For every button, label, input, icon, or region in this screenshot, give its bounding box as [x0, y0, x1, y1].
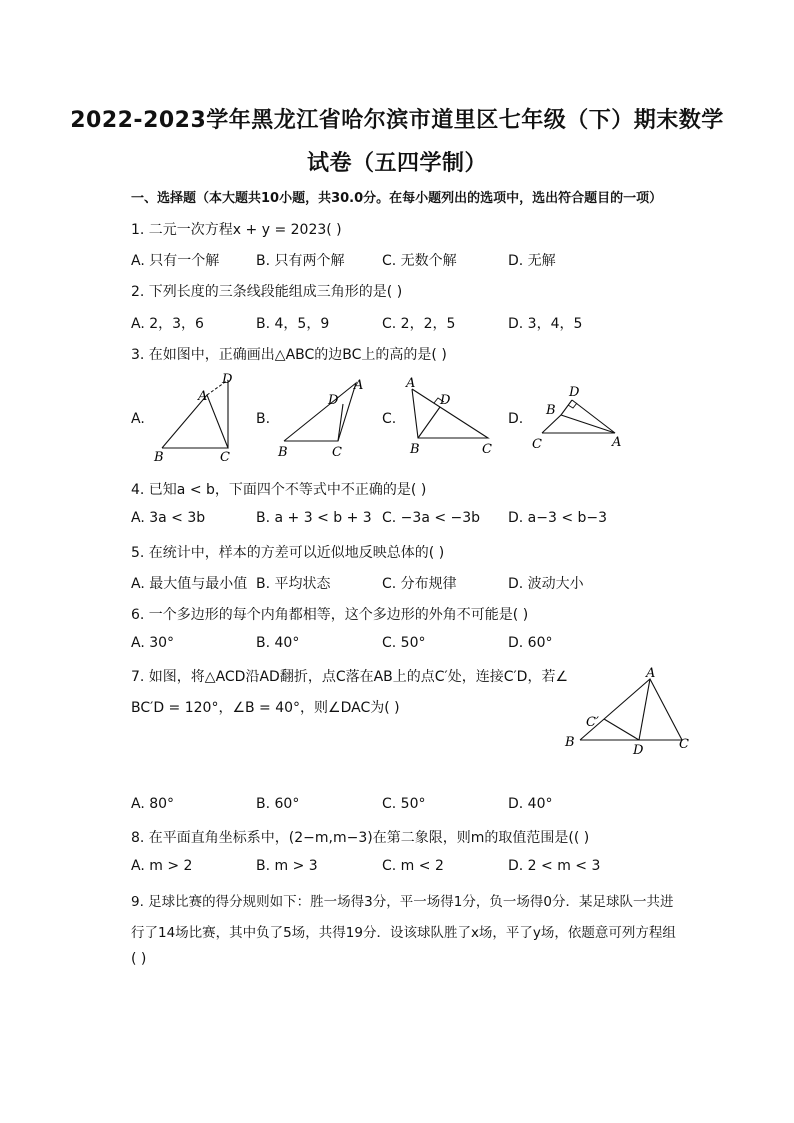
- option-d[interactable]: D. 40°: [508, 796, 553, 812]
- option-b[interactable]: B. 40°: [256, 635, 300, 651]
- option-c[interactable]: C. −3a < −3b: [382, 510, 481, 526]
- label-C: C: [332, 445, 342, 460]
- option-d[interactable]: D. a−3 < b−3: [508, 510, 608, 526]
- fold-triangle-diagram: [562, 665, 697, 760]
- label-C: C: [220, 450, 230, 465]
- figure-q3-d: [528, 382, 628, 461]
- question-2-stem: 2. 下列长度的三条线段能组成三角形的是( ): [131, 284, 403, 300]
- question-5-stem: 5. 在统计中，样本的方差可以近似地反映总体的( ): [131, 545, 445, 561]
- option-a[interactable]: A. 2，3，6: [131, 316, 204, 332]
- option-c[interactable]: C. 50°: [382, 635, 426, 651]
- triangle-diagram-d: [528, 382, 628, 457]
- figure-q7: [562, 665, 697, 764]
- option-c[interactable]: C. m < 2: [382, 858, 444, 874]
- triangle-diagram-c: [402, 375, 502, 465]
- figure-q3-c: [402, 375, 502, 469]
- option-b[interactable]: B. 平均状态: [256, 576, 331, 592]
- label-D: D: [328, 393, 339, 408]
- question-1-stem: 1. 二元一次方程x + y = 2023( ): [131, 222, 342, 238]
- question-9-stem-cont: 行了14场比赛，其中负了5场，共得19分．设该球队胜了x场，平了y场，依题意可列方程组: [131, 925, 676, 941]
- question-6-stem: 6. 一个多边形的每个内角都相等，这个多边形的外角不可能是( ): [131, 607, 529, 623]
- option-b[interactable]: B. m > 3: [256, 858, 318, 874]
- option-a[interactable]: A. 30°: [131, 635, 175, 651]
- label-B: B: [410, 442, 420, 457]
- option-d[interactable]: D. 波动大小: [508, 576, 584, 592]
- triangle-diagram-a: [150, 370, 250, 465]
- option-a[interactable]: A.: [131, 411, 145, 427]
- section-heading: 一、选择题（本大题共10小题，共30.0分。在每小题列出的选项中，选出符合题目的一项）: [131, 191, 663, 206]
- option-c[interactable]: C. 2，2，5: [382, 316, 456, 332]
- option-d[interactable]: D. 3，4，5: [508, 316, 583, 332]
- label-D: D: [440, 393, 451, 408]
- option-c[interactable]: C. 无数个解: [382, 253, 457, 269]
- question-7-stem-cont: BC′D = 120°，∠B = 40°，则∠DAC为( ): [131, 700, 400, 716]
- label-B: B: [154, 450, 164, 465]
- question-9-stem: 9. 足球比赛的得分规则如下：胜一场得3分，平一场得1分，负一场得0分．某足球队一共进: [131, 894, 674, 910]
- question-3-stem: 3. 在如图中，正确画出△ABC的边BC上的高的是( ): [131, 347, 447, 363]
- option-a[interactable]: A. m > 2: [131, 858, 193, 874]
- label-C: C: [532, 437, 542, 452]
- label-A: A: [612, 435, 622, 450]
- option-b[interactable]: B. 60°: [256, 796, 300, 812]
- question-8-stem: 8. 在平面直角坐标系中，(2−m,m−3)在第二象限，则m的取值范围是(( ): [131, 830, 590, 846]
- label-A: A: [406, 376, 416, 391]
- option-b[interactable]: B.: [256, 411, 271, 427]
- option-d[interactable]: D.: [508, 411, 524, 427]
- label-C: C: [679, 737, 689, 752]
- question-9-stem-end: ( ): [131, 951, 147, 967]
- option-b[interactable]: B. 只有两个解: [256, 253, 345, 269]
- option-a[interactable]: A. 最大值与最小值: [131, 576, 248, 592]
- figure-q3-b: [276, 372, 376, 471]
- option-c[interactable]: C. 分布规律: [382, 576, 457, 592]
- label-C-prime: C′: [586, 715, 599, 730]
- label-B: B: [546, 403, 556, 418]
- title-line-2: 试卷（五四学制）: [306, 151, 487, 176]
- option-a[interactable]: A. 只有一个解: [131, 253, 220, 269]
- label-B: B: [565, 735, 575, 750]
- option-a[interactable]: A. 3a < 3b: [131, 510, 206, 526]
- label-A: A: [646, 666, 656, 681]
- option-c[interactable]: C.: [382, 411, 397, 427]
- option-a[interactable]: A. 80°: [131, 796, 175, 812]
- option-d[interactable]: D. 60°: [508, 635, 553, 651]
- option-d[interactable]: D. 2 < m < 3: [508, 858, 601, 874]
- label-A: A: [354, 378, 364, 393]
- label-B: B: [278, 445, 288, 460]
- label-D: D: [222, 372, 233, 387]
- label-C: C: [482, 442, 492, 457]
- question-4-stem: 4. 已知a < b，下面四个不等式中不正确的是( ): [131, 482, 427, 498]
- option-c[interactable]: C. 50°: [382, 796, 426, 812]
- option-d[interactable]: D. 无解: [508, 253, 556, 269]
- title-line-1: 2022-2023学年黑龙江省哈尔滨市道里区七年级（下）期末数学: [70, 108, 724, 133]
- option-b[interactable]: B. a + 3 < b + 3: [256, 510, 372, 526]
- figure-q3-a: [150, 370, 250, 469]
- question-7-stem: 7. 如图，将△ACD沿AD翻折，点C落在AB上的点C′处，连接C′D，若∠: [131, 669, 569, 685]
- option-b[interactable]: B. 4，5，9: [256, 316, 330, 332]
- label-A: A: [198, 389, 208, 404]
- triangle-diagram-b: [276, 372, 376, 467]
- label-D: D: [633, 743, 644, 758]
- label-D: D: [569, 385, 580, 400]
